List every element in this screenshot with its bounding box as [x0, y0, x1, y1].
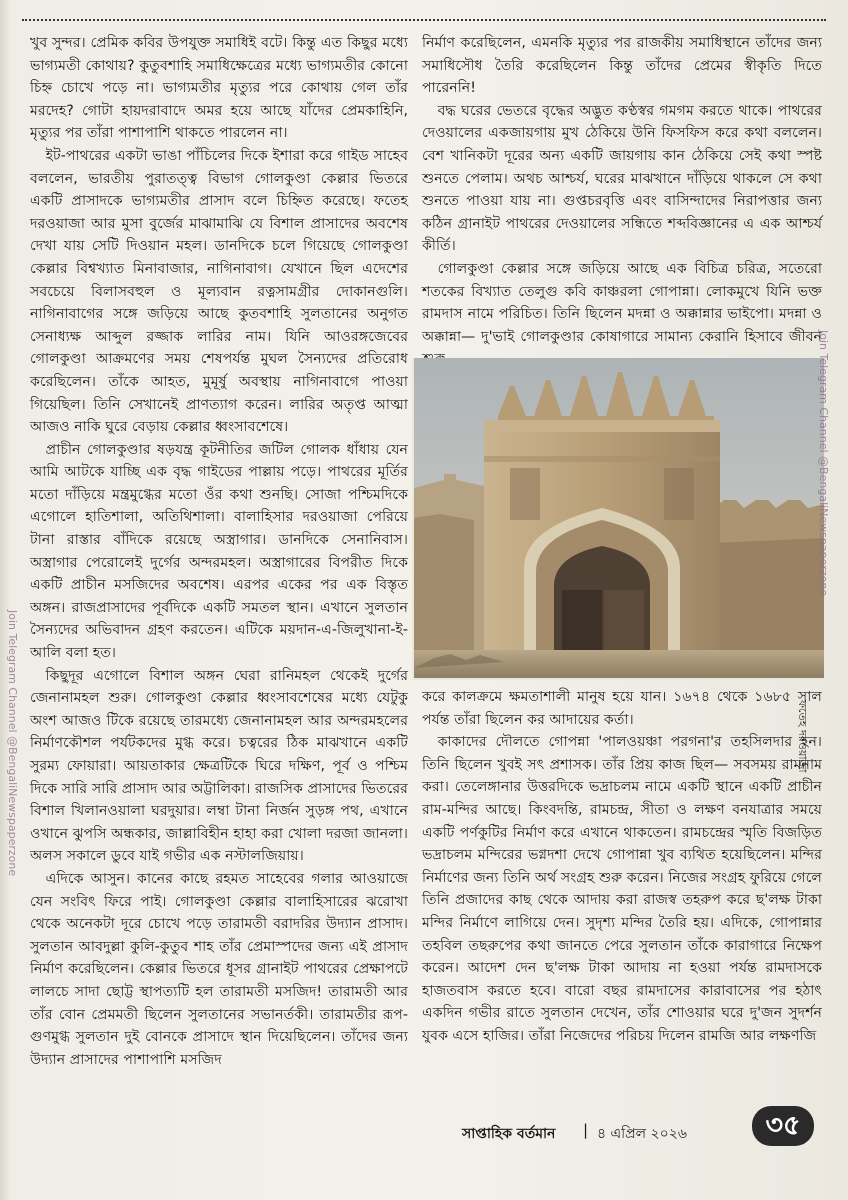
watermark-right: Join Telegram Channel @BengaliNewspaperzone [817, 330, 830, 597]
paragraph: করে কালক্রমে ক্ষমতাশালী মানুষ হয়ে যান। ১৬৭৪ থেকে ১৬৮৫ সাল পর্যন্ত তাঁরা ছিলেন কর আদায়ের কর্তা। [422, 689, 822, 728]
watermark-left: Join Telegram Channel @BengaliNewspaperzone [6, 610, 19, 877]
paragraph: প্রাচীন গোলকুণ্ডার ষড়যন্ত্র কূটনীতির জটিল গোলক ধাঁধায় যেন আমি আটকে যাচ্ছি এক বৃদ্ধ গাইডের পাল্লায় পড়ে। পাথরের মূর্তির মতো দাঁড়িয়ে মন্ত্রমুগ্ধের মতো ওঁর কথা শুনছি। সোজা পশ্চিমদিকে এগোলে হাতিশালা, অতিথিশালা। বালাহিসার দরওয়াজা পেরিয়ে টানা রাস্তার বাঁদিকে রয়েছে অস্ত্রাগার। ডানদিকে সেনানিবাস। অস্ত্রাগার পেরোলেই দুর্গের অন্দরমহল। অস্ত্রাগারের বিপরীত দিকে একটি প্রাচীন মসজিদের অবশেষ। এরপর একের পর এক বিস্তৃত অঙ্গন। রাজপ্রাসাদের পূর্বদিকে একটি সমতল স্থান। এখানে সুলতান সৈন্যদের অভিবাদন গ্রহণ করতেন। এটিকে ময়দান-এ-জিলুখানা-ই-আলি বলা হত। [30, 441, 408, 662]
paragraph: গোলকুণ্ডা কেল্লার সঙ্গে জড়িয়ে আছে এক বিচিত্র চরিত্র, সতেরো শতকের বিখ্যাত তেলুগু কবি কাঞ্চরলা গোপান্না। লোকমুখে যিনি ভক্ত রামদাস নামে পরিচিত। তিনি ছিলেন মদন্না ও অক্কান্নার ভাইপো। মদন্না ও অক্কান্না— দু'ভাই গোলকুণ্ডার কোষাগারে সামান্য কেরানি হিসাবে জীবন [422, 260, 822, 345]
paragraph: কাকাদের দৌলতে গোপন্না 'পালওয়ঞ্চা পরগনা'র তহসিলদার হন। তিনি ছিলেন খুবই সৎ প্রশাসক। তাঁর প্রিয় কাজ ছিল— সবসময় রামনাম করা। তেলেঙ্গানার উত্তরদিকে ভদ্রাচলম নামে একটি স্থানে একটি প্রাচীন রাম-মন্দির আছে। কিংবদন্তি, রামচন্দ্র, সীতা ও লক্ষণ বনযাত্রার সময়ে একটি পর্ণকুটির নির্মাণ করে এখানে থাকতেন। রামচন্দ্রের স্মৃতি বিজড়িত ভদ্রাচলম মন্দিরের ভগ্নদশা দেখে গোপান্না খুব ব্যথিত হয়েছিলেন। মন্দির নির্মাণের জন্য তিনি অর্থ সংগ্রহ শুরু করেন। নিজের সংগ্রহ ফুরিয়ে গেলে তিনি প্রজাদের কাছ থেকে আদায় করা রাজস্ব তহরুপ করে ছ'লক্ষ টাকা মন্দির নির্মাণে লাগিয়ে দেন। সুদৃশ্য মন্দির তৈরি হয়। এদিকে, গোপান্নার তহবিল তছরুপের কথা জানতে পেরে সুলতান তাঁকে কারাগারে নিক্ষেপ করেন। আদেশ দেন ছ'লক্ষ টাকা আদায় না হওয়া পর্যন্ত রামদাসকে হাজতবাস করতে হবে। বারো বছর রামদাসের কারাবাসের পর হঠাৎ একদিন গভীর রাতে সুলতান দেখেন, তাঁর শোওয়ার ঘরে দু'জন সুদর্শন যুবক এসে হাজির। তাঁরা নিজেদের পরিচয় দিলেন রামজি আর লক্ষণজি [422, 734, 822, 1044]
right-column-bottom [422, 686, 822, 1048]
paragraph: বদ্ধ ঘরের ভেতরে বৃদ্ধের অদ্ভুত কণ্ঠস্বর গমগম করতে থাকে। পাথরের দেওয়ালের একজায়গায় মুখ ঠেকিয়ে উনি ফিসফিস করে কথা বললেন। বেশ খানিকটা দূরের অন্য একটি জায়গায় কান ঠেকিয়ে সেই কথা স্পষ্ট শুনতে পেলাম। অথচ আশ্চর্য, ঘরের মাঝখানে দাঁড়িয়ে থাকলে সে কথা শুনতে পাওয়া যায় না। গুপ্তচরবৃত্তি এবং বাসিন্দাদের নিরাপত্তার জন্য কঠিন গ্রানাইট পাথরের দেওয়ালের সন্ধিতে শব্দবিজ্ঞানের এ এক আশ্চর্য কীর্তি। [422, 102, 822, 255]
paragraph: খুব সুন্দর। প্রেমিক কবির উপযুক্ত সমাধিই বটে। কিন্তু এত কিছুর মধ্যে ভাগ্যমতী কোথায়? কুতুবশাহি সমাধিক্ষেত্রের মধ্যে ভাগ্যমতীর কোনো চিহ্ন চোখে পড়ে না। ভাগ্যমতীর মৃত্যুর পরে কোথায় গেল তাঁর মরদেহ? গোটা হায়দরাবাদে অমর হয়ে আছে যাঁদের প্রেমকাহিনি, মৃত্যুর পর তাঁরা পাশাপাশি থাকতে পারলেন না। [30, 35, 408, 142]
top-dotted-rule [22, 19, 826, 21]
left-column [30, 32, 408, 1071]
page-footer [462, 1110, 842, 1150]
fateh-darwaza-photo [414, 358, 824, 678]
right-column-top [422, 32, 822, 371]
paragraph: এদিকে আসুন। কানের কাছে রহমত সাহেবের গলার আওয়াজে যেন সংবিৎ ফিরে পাই। গোলকুণ্ডা কেল্লার বালাহিসারের ঝরোখা থেকে অনেকটা দূরে চোখে পড়ে তারামতী বরাদরির উদ্যান প্রাসাদ। সুলতান আবদুল্লা কুলি-কুতুব শাহ তাঁর প্রেমাস্পদের জন্য এই প্রাসাদ নির্মাণ করেছিলেন। কেল্লার ভিতরে ধূসর গ্রানাইট পাথরের প্রেক্ষাপটে লালচে সাদা ছোট্ট স্থাপত্যটি হল তারামতী মসজিদ! তারামতী আর তাঁর বোন প্রেমমতী ছিলেন সুলতানের সভানর্তকী। তারামতীর রূপ-গুণমুগ্ধ সুলতান দুই বোনকে প্রাসাদে স্থান দিয়েছিলেন। তাঁদের জন্য উদ্যান প্রাসাদের পাশাপাশি মসজিদ [30, 870, 408, 1068]
issue-date: ৪ এপ্রিল ২০২৬ [597, 1126, 687, 1142]
paragraph: ইট-পাথরের একটা ভাঙা পাঁচিলের দিকে ইশারা করে গাইড সাহেব বললেন, ভারতীয় পুরাতত্ত্ব বিভাগ গোলকুণ্ডা কেল্লার ভিতরে একটি প্রাসাদকে ভাগ্যমতীর প্রাসাদ বলে চিহ্নিত করেছে। ফতেহ দরওয়াজা আর মুসা বুর্জের মাঝামাঝি যে বিশাল প্রাসাদের অবশেষ দেখা যায় সেটি দিওয়ান মহল। ডানদিকে চলে গিয়েছে গোলকুণ্ডা কেল্লার বিশ্বখ্যাত মিনাবাজার, নাগিনাবাগ। যেখানে ছিল এদেশের সবচেয়ে বিলাসবহুল ও মূল্যবান রত্নসামগ্রীর দোকানগুলি। নাগিনাবাগের সঙ্গে জড়িয়ে আছে কুতবশাহি সুলতানের অনুগত সেনাধ্যক্ষ আব্দুল রজ্জাক লারির নাম। যিনি আওরঙ্গজেবের গোলকুণ্ডা আক্রমণের সময় শেষপর্যন্ত মুঘল সৈন্যদের প্রতিরোধ করেছিলেন। তাঁকে আহত, মুমূর্ষু অবস্থায় নাগিনাবাগে পাওয়া গিয়েছিল। তিনি সেখানেই প্রাণত্যাগ করেন। লারির অতৃপ্ত আত্মা আজও নাকি ঘুরে বেড়ায় কেল্লার ধ্বংসাবশেষে। [30, 147, 408, 436]
paragraph: কিছুদূর এগোলে বিশাল অঙ্গন ঘেরা রানিমহল থেকেই দুর্গের জেনানামহল শুরু। গোলকুণ্ডা কেল্লার ধ্বংসাবশেষের মধ্যে যেটুকু অংশ আজও টিকে রয়েছে তারমধ্যে জেনানামহল আর অন্দরমহলের নির্মাণকৌশল পর্যটকদের মুগ্ধ করে। চত্বরের ঠিক মাঝখানে একটি সুরম্য ফোয়ারা। আয়তাকার ক্ষেত্রটিকে ঘিরে দক্ষিণ, পূর্ব ও পশ্চিম দিকে সারি সারি প্রাসাদ আর অট্টালিকা। রাজসিক প্রাসাদের ভিতরের বিশাল খিলানওয়ালা ঘরদুয়ার। লম্বা টানা নির্জন সুড়ঙ্গ পথ, এখানে ওখানে ঝুপসি অন্ধকার, জাল্লাবিহীন হাহা করা খোলা দরজা জানলা। অলস সকালে ডুবে যাই গভীর এক নস্টালজিয়ায়। [30, 667, 408, 865]
paragraph: নির্মাণ করেছিলেন, এমনকি মৃত্যুর পর রাজকীয় সমাধিস্থানে তাঁদের জন্য সমাধিসৌধ তৈরি করেছিলেন কিন্তু তাঁদের প্রেমের স্বীকৃতি দিতে পারেননি! [422, 35, 822, 97]
footer-separator: | [583, 1121, 589, 1139]
publication-name: সাপ্তাহিক বর্তমান [462, 1126, 556, 1142]
gate-photo-frame [412, 358, 826, 680]
page-number-badge: ৩৫ [752, 1106, 814, 1146]
photo-caption: ফতেহ দরওয়াজা [796, 700, 809, 773]
